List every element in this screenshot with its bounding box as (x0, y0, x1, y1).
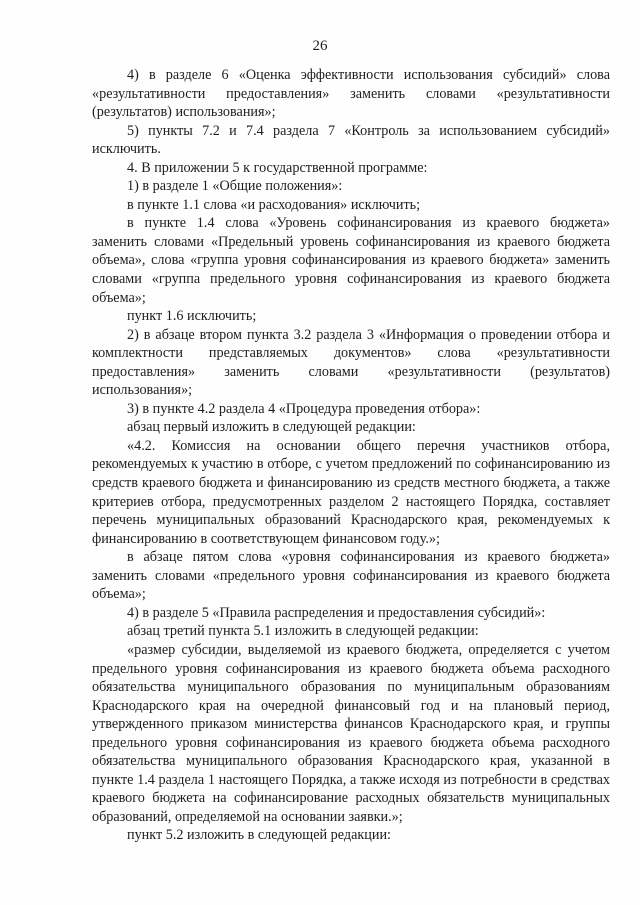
paragraph: 5) пункты 7.2 и 7.4 раздела 7 «Контроль за использованием субсидий» исключить. (92, 122, 610, 158)
paragraph: 2) в абзаце втором пункта 3.2 раздела 3 «Информация о проведении отбора и комплектности представляемых документов» слова «результативности предоставления» заменить словами «результативности (результатов) использования»; (92, 326, 610, 399)
paragraph: пункт 5.2 изложить в следующей редакции: (127, 827, 391, 844)
paragraph: в пункте 1.4 слова «Уровень софинансирования из краевого бюджета» заменить словами «Предельный уровень софинансирования из краевого бюджета объема», слова «группа уровня софинансирования из краевого бюджета» заменить словами «группа предельного уровня софинансирования из краевого бюджета объема»; (92, 215, 610, 306)
paragraph: «размер субсидии, выделяемой из краевого бюджета, определяется с учетом предельного уровня софинансирования из краевого бюджета объема расходного обязательства муниципального образования по муниципальным образованиям Краснодарского края на очередной финансовый год и на плановый период, утвержденного приказом министерства финансов Краснодарского края, и группы предельного уровня софинансирования из краевого бюджета объема расходного обязательства муниципального образования Краснодарского края, указанной в пункте 1.4 раздела 1 настоящего Порядка, а также исходя из потребности в средствах краевого бюджета на софинансирование расходных обязательств муниципальных образований, определяемой на основании заявки.»; (92, 641, 610, 825)
paragraph: «4.2. Комиссия на основании общего перечня участников отбора, рекомендуемых к участию в отборе, с учетом предложений по софинансированию из средств краевого бюджета и финансированию из средств местного бюджета, а также критериев отбора, предусмотренных разделом 2 настоящего Порядка, составляет перечень муниципальных образований Краснодарского края, рекомендуемых к финансированию в соответствующем финансовом году.»; (92, 437, 610, 547)
paragraph: 1) в разделе 1 «Общие положения»: (127, 178, 343, 195)
paragraph: 3) в пункте 4.2 раздела 4 «Процедура проведения отбора»: (127, 400, 481, 417)
paragraph: 4) в разделе 5 «Правила распределения и предоставления субсидий»: (127, 604, 546, 621)
document-body (92, 66, 610, 845)
paragraph: 4. В приложении 5 к государственной программе: (127, 159, 428, 176)
paragraph: пункт 1.6 исключить; (127, 308, 257, 325)
paragraph: абзац третий пункта 5.1 изложить в следующей редакции: (127, 623, 479, 640)
paragraph: в абзаце пятом слова «уровня софинансирования из краевого бюджета» заменить словами «предельного уровня софинансирования из краевого бюджета объема»; (92, 549, 610, 603)
paragraph: 4) в разделе 6 «Оценка эффективности использования субсидий» слова «результативности предоставления» заменить словами «результативности (результатов) использования»; (92, 67, 610, 121)
page-number: 26 (312, 38, 328, 54)
paragraph: абзац первый изложить в следующей редакции: (127, 419, 416, 436)
paragraph: в пункте 1.1 слова «и расходования» исключить; (127, 196, 421, 213)
